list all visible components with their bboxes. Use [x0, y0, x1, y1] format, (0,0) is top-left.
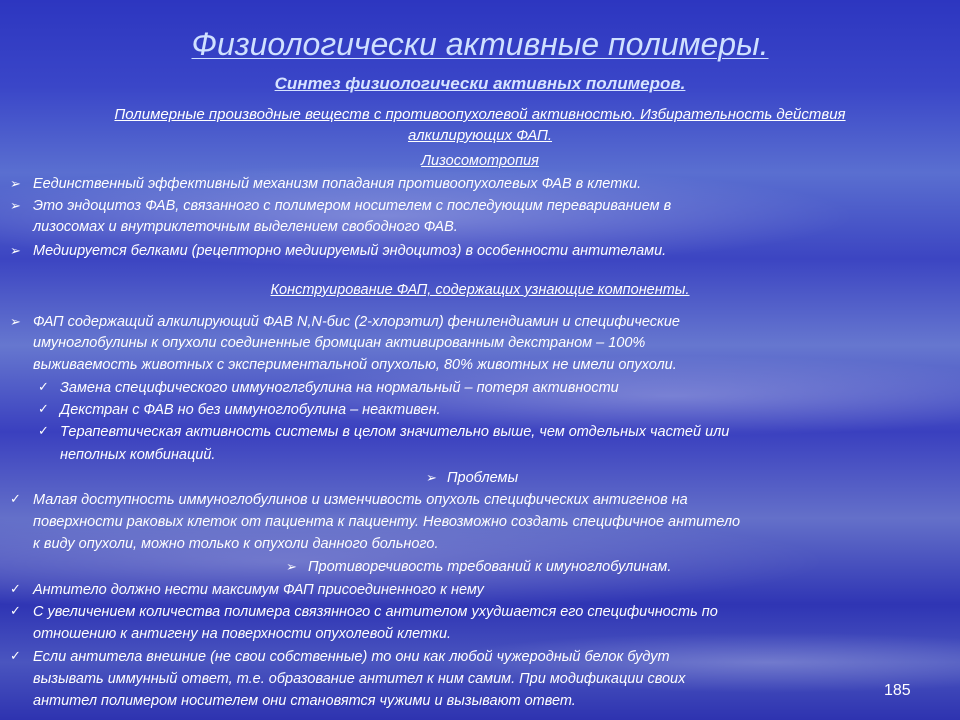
list-item: лизосомах и внутриклеточным выделением свободного ФАВ.	[33, 219, 458, 235]
list-item: С увеличением количества полимера связянного с антителом ухудшается его специфичность по	[33, 604, 718, 620]
check-item: Замена специфического иммуноглгбулина на нормальный – потеря активности	[60, 380, 619, 396]
arrow-bullet-icon: ➢	[10, 243, 21, 258]
check-bullet-icon: ✓	[10, 603, 21, 618]
check-bullet-icon: ✓	[10, 581, 21, 596]
arrow-bullet-icon: ➢	[286, 559, 297, 574]
problems-heading: Проблемы	[447, 470, 519, 486]
arrow-bullet-icon: ➢	[10, 176, 21, 191]
page-number: 185	[884, 682, 911, 699]
list-item: Медиируется белками (рецепторно медиируемый эндоцитоз) в особенности антителами.	[33, 243, 667, 259]
arrow-bullet-icon: ➢	[426, 470, 437, 485]
list-item: Если антитела внешние (не свои собственные) то они как любой чужеродный белок будут	[33, 649, 670, 665]
list-item: Это эндоцитоз ФАВ, связанного с полимером носителем с последующим перевариванием в	[33, 198, 672, 214]
section-heading-lysosomotropy: Лизосомотропия	[421, 153, 539, 169]
list-item: поверхности раковых клеток от пациента к пациенту. Невозможно создать специфичное антитело	[33, 514, 741, 530]
section-heading-construction: Конструирование ФАП, содержащих узнающие компоненты.	[270, 282, 690, 298]
check-bullet-icon: ✓	[10, 648, 21, 663]
list-item: вызывать иммунный ответ, т.е. образование антител к ним самим. При модификации своих	[33, 671, 686, 687]
check-item: Декстран с ФАВ но без иммуноглобулина – неактивен.	[60, 402, 441, 418]
list-item: Малая доступность иммуноглобулинов и изменчивость опухоль специфических антигенов на	[33, 492, 688, 508]
list-item: ФАП содержащий алкилирующий ФАВ N,N-бис (2-хлорэтил) фенилендиамин и специфические	[33, 314, 680, 330]
intro-line-2: алкилирующих ФАП.	[407, 127, 553, 144]
list-item: Еединственный эффективный механизм попадания противоопухолевых ФАВ в клетки.	[33, 176, 642, 192]
arrow-bullet-icon: ➢	[10, 198, 21, 213]
check-bullet-icon: ✓	[38, 423, 49, 438]
list-item: Антитело должно нести максимум ФАП присоединенного к нему	[33, 582, 484, 598]
arrow-bullet-icon: ➢	[10, 314, 21, 329]
list-item: к виду опухоли, можно только к опухоли данного больного.	[33, 536, 439, 552]
check-bullet-icon: ✓	[10, 491, 21, 506]
intro-line-1: Полимерные производные веществ с противоопухолевой активностью. Избирательность действия	[114, 106, 846, 123]
list-item: отношению к антигену на поверхности опухолевой клетки.	[33, 626, 452, 642]
list-item: выживаемость животных с экспериментальной опухолью, 80% животных не имели опухоли.	[33, 357, 677, 373]
list-item: антител полимером носителем они становятся чужими и вызывают ответ.	[33, 693, 576, 709]
check-bullet-icon: ✓	[38, 379, 49, 394]
check-item: Терапевтическая активность системы в целом значительно выше, чем отдельных частей или	[60, 424, 730, 440]
check-item: неполных комбинаций.	[60, 447, 216, 463]
list-item: имуноглобулины к опухоли соединенные бромциан активированным декстраном – 100%	[33, 335, 646, 351]
contradictions-heading: Противоречивость требований к имуноглобулинам.	[308, 559, 672, 575]
slide-subtitle: Синтез физиологически активных полимеров.	[274, 74, 686, 93]
slide-title: Физиологически активные полимеры.	[191, 26, 769, 62]
check-bullet-icon: ✓	[38, 401, 49, 416]
